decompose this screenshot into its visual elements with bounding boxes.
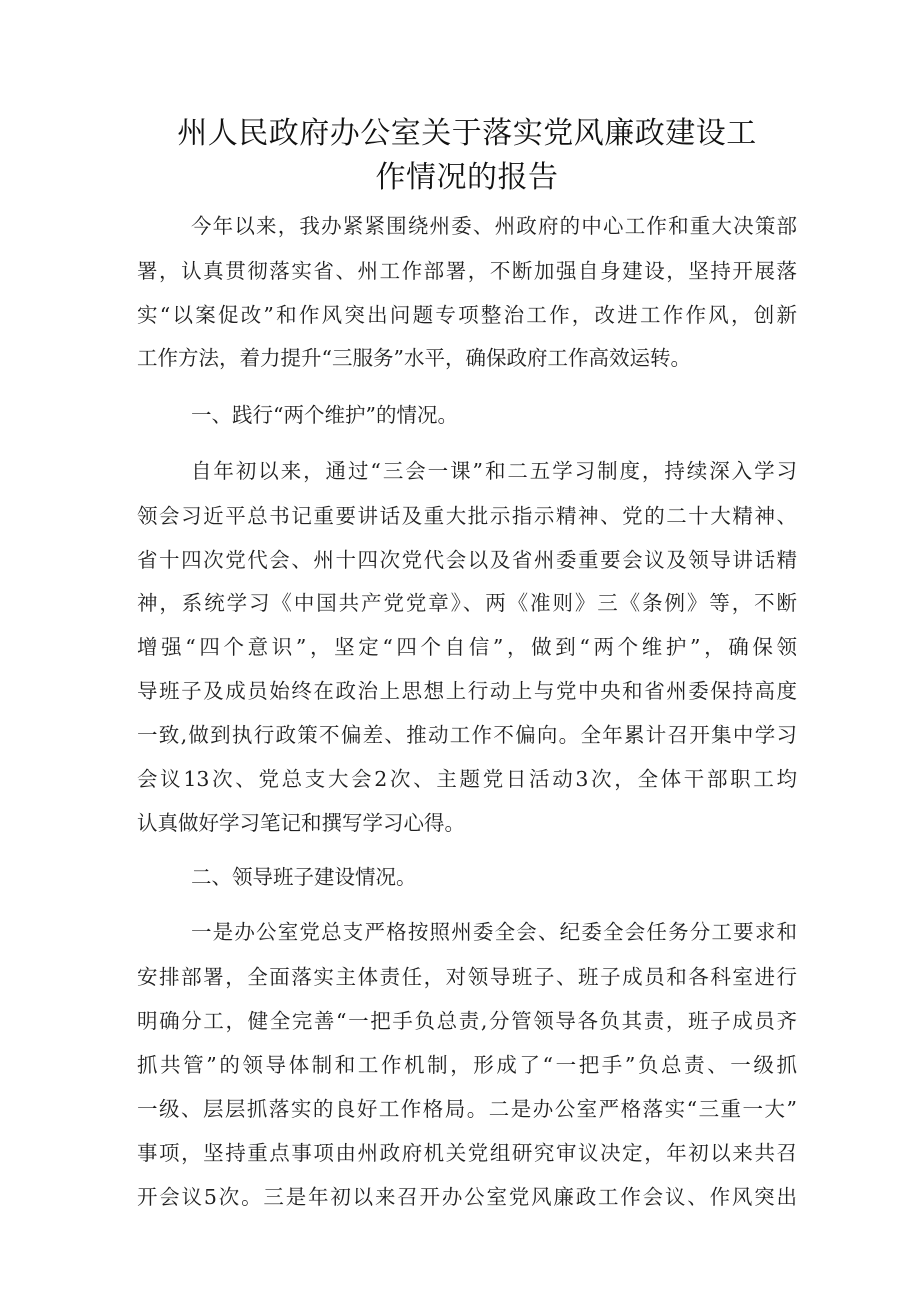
section-heading: 一、践行“两个维护”的情况。 xyxy=(191,403,458,427)
paragraph-line: 自年初以来，通过“三会一课”和二五学习制度，持续深入学习 xyxy=(191,459,797,483)
paragraph-line: 导班子及成员始终在政治上思想上行动上与党中央和省州委保持高度 xyxy=(137,679,797,703)
paragraph-line: 一是办公室党总支严格按照州委全会、纪委全会任务分工要求和 xyxy=(191,920,797,944)
paragraph-line: 神，系统学习《中国共产党党章》、两《准则》三《条例》等，不断 xyxy=(137,591,797,615)
paragraph-line: 安排部署，全面落实主体责任，对领导班子、班子成员和各科室进行 xyxy=(137,965,797,989)
section-heading: 二、领导班子建设情况。 xyxy=(191,865,417,889)
paragraph-line: 事项，坚持重点事项由州政府机关党组研究审议决定，年初以来共召 xyxy=(137,1141,797,1165)
paragraph-line: 增强“四个意识”，坚定“四个自信”，做到“两个维护”，确保领 xyxy=(137,635,797,659)
paragraph-line: 一致,做到执行政策不偏差、推动工作不偏向。全年累计召开集中学习 xyxy=(137,723,797,747)
paragraph-line: 工作方法，着力提升“三服务”水平，确保政府工作高效运转。 xyxy=(137,346,691,370)
paragraph-line: 领会习近平总书记重要讲话及重大批示指示精神、党的二十大精神、 xyxy=(137,504,797,528)
paragraph-line: 抓共管”的领导体制和工作机制，形成了“一把手”负总责、一级抓 xyxy=(137,1053,797,1077)
paragraph-line: 今年以来，我办紧紧围绕州委、州政府的中心工作和重大决策部 xyxy=(191,214,797,238)
paragraph-line: 省十四次党代会、州十四次党代会以及省州委重要会议及领导讲话精 xyxy=(137,548,797,572)
title-line: 州人民政府办公室关于落实党风廉政建设工 xyxy=(177,116,757,151)
document-title xyxy=(137,112,797,200)
paragraph-line: 实“以案促改”和作风突出问题专项整治工作，改进工作作风，创新 xyxy=(137,303,797,327)
title-line: 作情况的报告 xyxy=(375,160,559,195)
paragraph-line: 开会议5次。三是年初以来召开办公室党风廉政工作会议、作风突出 xyxy=(137,1185,797,1209)
paragraph-line: 认真做好学习笔记和撰写学习心得。 xyxy=(137,811,465,835)
paragraph-line: 署，认真贯彻落实省、州工作部署，不断加强自身建设，坚持开展落 xyxy=(137,259,797,283)
paragraph-line: 一级、层层抓落实的良好工作格局。二是办公室严格落实“三重一大” xyxy=(137,1097,797,1121)
paragraph-line: 会议13次、党总支大会2次、主题党日活动3次，全体干部职工均 xyxy=(137,767,797,791)
paragraph-line: 明确分工，健全完善“一把手负总责,分管领导各负其责，班子成员齐 xyxy=(137,1009,797,1033)
